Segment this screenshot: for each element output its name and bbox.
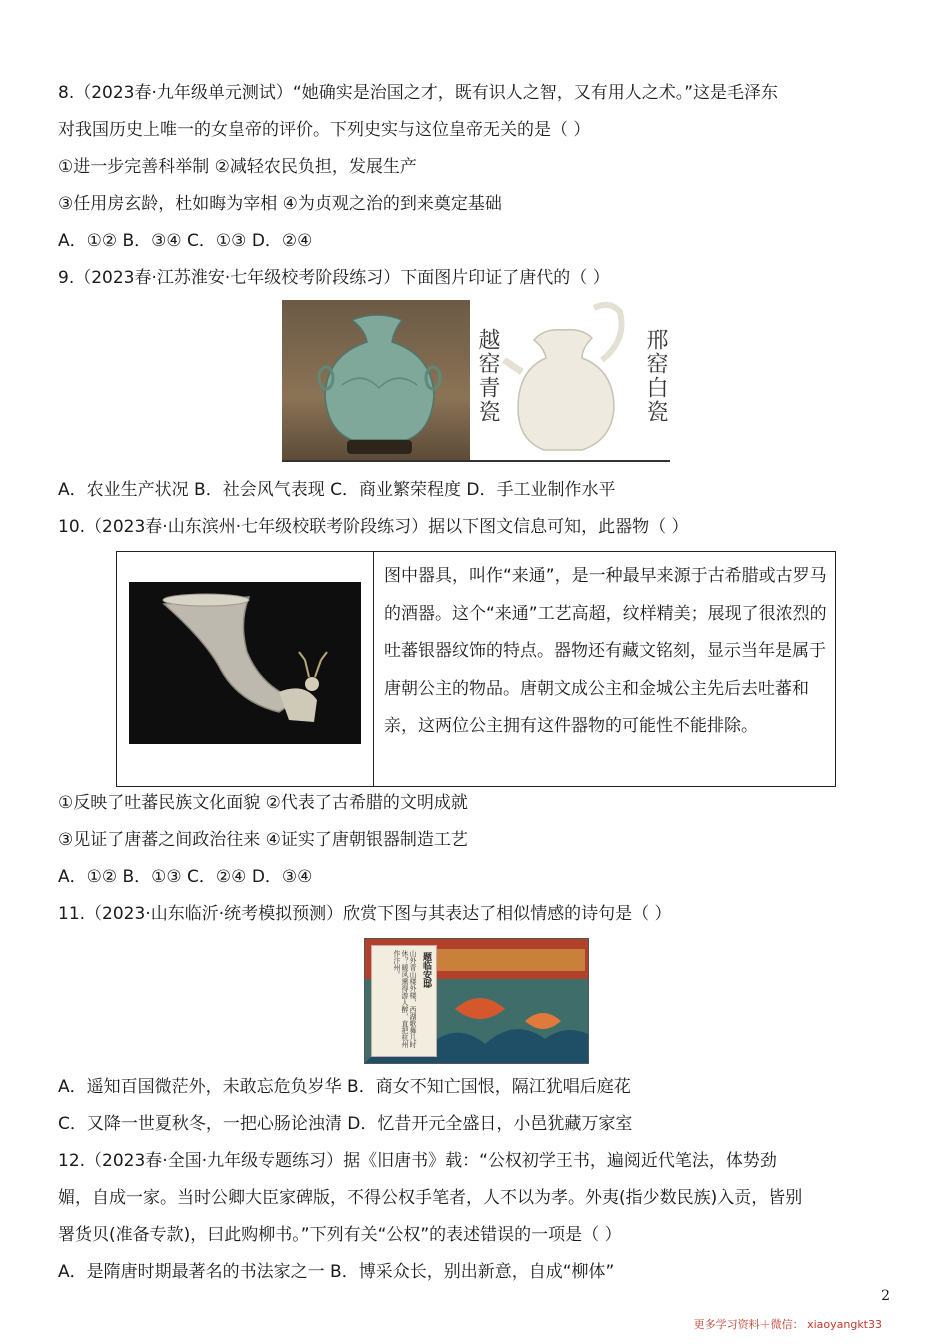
q11-stem: 11.（2023·山东临沂·统考模拟预测）欣赏下图与其表达了相似情感的诗句是（ ） [58, 904, 672, 924]
page-number: 2 [881, 1288, 890, 1304]
q12-options-ab: A．是隋唐时期最著名的书法家之一 B．博采众长，别出新意，自成“柳体” [58, 1262, 615, 1282]
q8-stem-line1: 8.（2023春·九年级单元测试）“她确实是治国之才，既有识人之智，又有用人之术。”这是毛泽东 [58, 83, 778, 103]
celadon-label: 越窑青瓷 [475, 328, 500, 424]
q10-image-cell [117, 552, 374, 787]
q10-statements-1-2: ①反映了吐蕃民族文化面貌 ②代表了古希腊的文明成就 [58, 793, 468, 813]
q10-stem: 10.（2023春·山东滨州·七年级校联考阶段练习）据以下图文信息可知，此器物（ ） [58, 517, 689, 537]
poem-title: 题临安邸 [421, 952, 431, 988]
q10-statements-3-4: ③见证了唐蕃之间政治往来 ④证实了唐朝银器制造工艺 [58, 830, 468, 850]
q8-statements-1-2: ①进一步完善科举制 ②减轻农民负担，发展生产 [58, 157, 417, 177]
q10-description: 图中器具，叫作“来通”，是一种最早来源于古希腊或古罗马的酒器。这个“来通”工艺高超，纹样精美；展现了很浓烈的吐蕃银器纹饰的特点。器物还有藏文铭刻，显示当年是属于唐朝公主的物品。唐朝文成公主和金城公主先后去吐蕃和亲，这两位公主拥有这件器物的可能性不能排除。 [384, 566, 827, 736]
q12-stem-line1: 12.（2023春·全国·九年级专题练习）据《旧唐书》载：“公权初学王书，遍阅近代笔法，体势劲 [58, 1151, 777, 1171]
rhyton-illustration [129, 582, 361, 744]
q8-statements-3-4: ③任用房玄龄，杜如晦为宰相 ④为贞观之治的到来奠定基础 [58, 194, 502, 214]
q8-options: A．①② B．③④ C．①③ D．②④ [58, 231, 313, 251]
q12-stem-line2: 媚，自成一家。当时公卿大臣家碑版，不得公权手笔者，人不以为孝。外夷(指少数民族)入贡，皆别 [58, 1188, 803, 1208]
white-porcelain-label: 邢窑白瓷 [643, 328, 668, 424]
q9-stem: 9.（2023春·江苏淮安·七年级校考阶段练习）下面图片印证了唐代的（ ） [58, 268, 610, 288]
q11-options-cd: C．又降一世夏秋冬，一把心肠论浊清 D．忆昔开元全盛日，小邑犹藏万家室 [58, 1114, 633, 1134]
q10-options: A．①② B．①③ C．②④ D．③④ [58, 867, 313, 887]
poem-text: 山外青山楼外楼，西湖歌舞几时休？暖风熏得游人醉，直把杭州作汴州。 [393, 950, 417, 1048]
q10-info-table [116, 551, 836, 787]
q9-options: A．农业生产状况 B．社会风气表现 C．商业繁荣程度 D．手工业制作水平 [58, 480, 616, 500]
rhyton-image [129, 582, 361, 744]
poem-painting [364, 938, 589, 1064]
image-underline [282, 460, 670, 462]
q12-stem-line3: 署货贝(准备专款)，曰此购柳书。”下列有关“公权”的表述错误的一项是（ ） [58, 1225, 622, 1245]
poem-scroll [371, 945, 437, 1057]
q8-stem-line2: 对我国历史上唯一的女皇帝的评价。下列史实与这位皇帝无关的是（ ） [58, 120, 591, 140]
q10-text-cell [374, 552, 836, 787]
q11-options-ab: A．遥知百国微茫外，未敢忘危负岁华 B．商女不知亡国恨，隔江犹唱后庭花 [58, 1077, 631, 1097]
footer-promo: 更多学习资料＋微信： xiaoyangkt33 [693, 1318, 882, 1331]
porcelain-image [282, 300, 670, 462]
